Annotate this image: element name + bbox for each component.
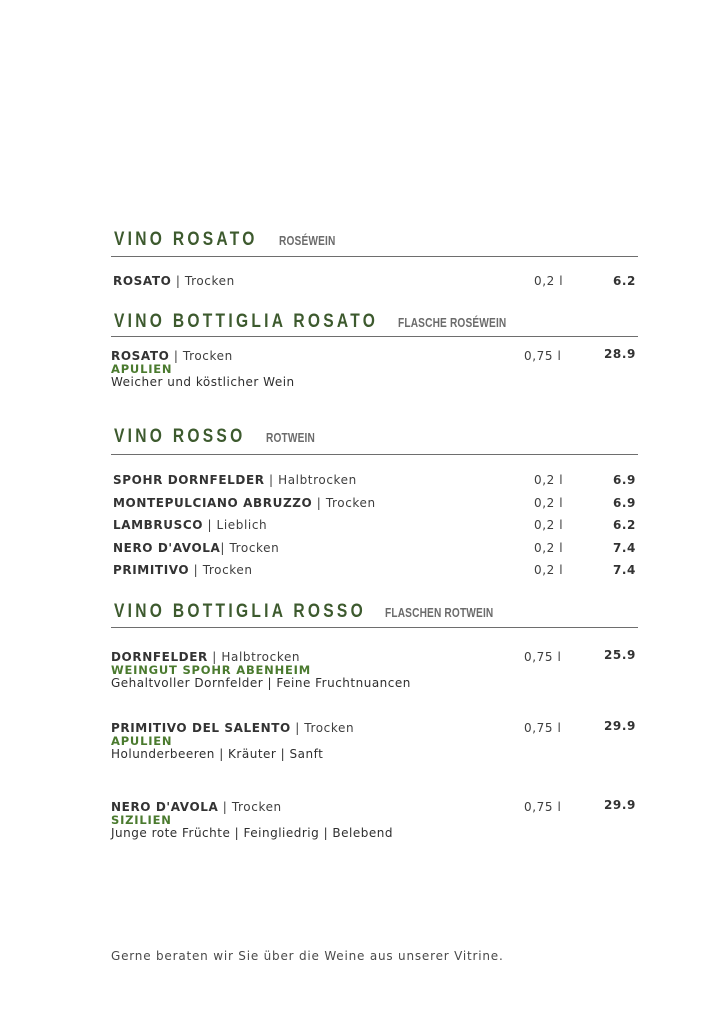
separator: | [220, 541, 230, 555]
wine-price: 7.4 [612, 541, 636, 555]
wine-region: SIZILIEN [111, 813, 172, 827]
section-divider [111, 627, 638, 628]
wine-price: 28.9 [603, 347, 636, 361]
section-subheading: FLASCHE ROSÉWEIN [398, 315, 507, 330]
wine-type: Trocken [202, 563, 253, 577]
wine-name: DORNFELDER [111, 650, 208, 664]
separator: | [218, 800, 232, 814]
section-divider [111, 256, 638, 257]
wine-type: Trocken [325, 496, 376, 510]
wine-name: NERO D'AVOLA [113, 541, 221, 555]
wine-description: Junge rote Früchte | Feingliedrig | Belebend [111, 826, 393, 840]
separator: | [171, 274, 185, 288]
wine-volume: 0,75 l [524, 349, 562, 363]
menu-row [113, 563, 636, 577]
wine-description: Weicher und köstlicher Wein [111, 375, 295, 389]
wine-volume: 0,2 l [534, 274, 564, 288]
wine-price: 25.9 [603, 648, 636, 662]
section-subheading: FLASCHEN ROTWEIN [385, 605, 494, 620]
wine-region: WEINGUT SPOHR ABENHEIM [111, 663, 311, 677]
separator: | [203, 518, 217, 532]
wine-name: LAMBRUSCO [113, 518, 204, 532]
wine-volume: 0,2 l [534, 563, 564, 577]
wine-volume: 0,75 l [524, 800, 562, 814]
separator: | [290, 721, 305, 735]
section-heading: VINO BOTTIGLIA ROSATO [114, 311, 379, 332]
menu-item [111, 347, 636, 389]
wine-name: NERO D'AVOLA [111, 800, 219, 814]
wine-region: APULIEN [111, 362, 173, 376]
wine-price: 29.9 [603, 719, 636, 733]
section-heading: VINO ROSATO [114, 229, 258, 250]
section-heading: VINO BOTTIGLIA ROSSO [114, 601, 366, 622]
section-divider [111, 336, 638, 337]
wine-type: Trocken [182, 349, 233, 363]
wine-type: Trocken [229, 541, 280, 555]
section-divider [111, 454, 638, 455]
menu-row [113, 541, 636, 555]
wine-price: 6.9 [612, 473, 636, 487]
separator: | [169, 349, 183, 363]
wine-type: Halbtrocken [278, 473, 357, 487]
separator: | [189, 563, 203, 577]
wine-price: 6.9 [612, 496, 636, 510]
section-title-bottiglia-rosso [114, 601, 524, 623]
wine-volume: 0,75 l [524, 721, 562, 735]
section-title-rosso [114, 426, 329, 448]
footer-note: Gerne beraten wir Sie über die Weine aus unserer Vitrine. [111, 949, 504, 963]
wine-type: Lieblich [216, 518, 268, 532]
section-subheading: ROTWEIN [266, 430, 316, 445]
separator: | [207, 650, 222, 664]
section-title-rosato [114, 229, 352, 251]
wine-type: Trocken [304, 721, 355, 735]
wine-volume: 0,2 l [534, 518, 564, 532]
wine-price: 6.2 [612, 274, 636, 288]
wine-name: SPOHR DORNFELDER [113, 473, 265, 487]
menu-row [113, 274, 636, 288]
wine-type: Trocken [184, 274, 235, 288]
wine-name: ROSATO [111, 349, 170, 363]
section-heading: VINO ROSSO [114, 426, 246, 447]
menu-row [113, 473, 636, 487]
wine-volume: 0,75 l [524, 650, 562, 664]
wine-description: Holunderbeeren | Kräuter | Sanft [111, 747, 324, 761]
wine-name: ROSATO [113, 274, 172, 288]
separator: | [312, 496, 326, 510]
wine-type: Trocken [231, 800, 282, 814]
menu-item [111, 719, 636, 761]
section-subheading: ROSÉWEIN [279, 233, 336, 248]
wine-name: PRIMITIVO DEL SALENTO [111, 721, 291, 735]
wine-volume: 0,2 l [534, 496, 564, 510]
wine-description: Gehaltvoller Dornfelder | Feine Fruchtnuancen [111, 676, 411, 690]
separator: | [264, 473, 279, 487]
wine-name: PRIMITIVO [113, 563, 190, 577]
wine-price: 6.2 [612, 518, 636, 532]
wine-name: MONTEPULCIANO ABRUZZO [113, 496, 313, 510]
wine-volume: 0,2 l [534, 541, 564, 555]
wine-price: 29.9 [603, 798, 636, 812]
menu-item [111, 798, 636, 840]
menu-row [113, 518, 636, 532]
wine-type: Halbtrocken [221, 650, 301, 664]
wine-volume: 0,2 l [534, 473, 564, 487]
wine-region: APULIEN [111, 734, 173, 748]
wine-price: 7.4 [612, 563, 636, 577]
menu-item [111, 648, 636, 690]
section-title-bottiglia-rosato [114, 311, 537, 333]
menu-row [113, 496, 636, 510]
